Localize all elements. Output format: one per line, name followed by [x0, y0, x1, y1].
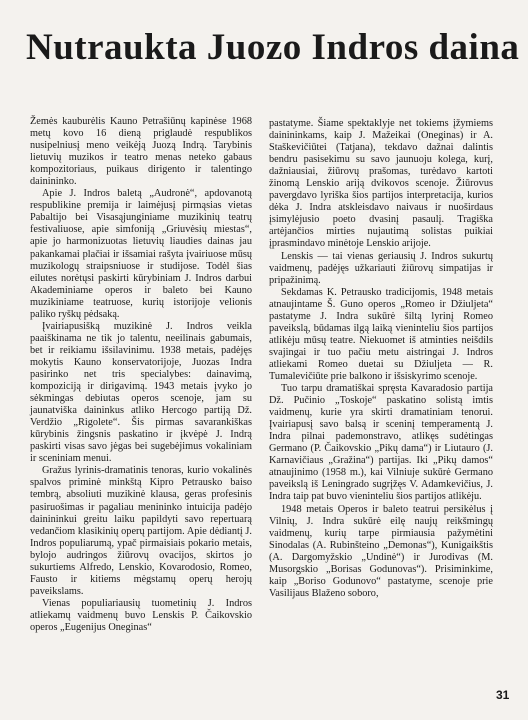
left-column: [30, 116, 252, 634]
paragraph: Vienas populiariausių tuometinių J. Indros atliekamų vaidmenų buvo Lenskis P. Čaikovskio operos „Eugenijus Oneginas“: [30, 597, 252, 633]
paragraph: Įvairiapusišką muzikinė J. Indros veikla paaiškinama ne tik jo talentu, neeilinais gabumais, bet ir reikiamu išsilavinimu. 1938 metais, padėjęs mokytis Kauno konservatorijoje, Juozas Indra pasirinko net tris specialybes: dainavimą, kompoziciją ir dirigavimą. 1943 metais įvyko jo sėkmingas debiutas operos scenoje, jam su jaunatviška daininkus atliko Hercogo partiją Dž. Verdžio „Rigolete“. Šis pirmas savarankiškas kūrybinis žingsnis paskatino ir įkvėpė J. Indrą paskirti visas savo jėgas bei sugebėjimus vokaliniam ir sceniniam menui.: [30, 320, 252, 465]
paragraph: Sekdamas K. Petrausko tradicijomis, 1948 metais atnaujintame Š. Guno operos „Romeo ir Džiuljeta“ pastatyme J. Indra sukūrė šiltą lyrinį Romeo paveikslą, būdamas ilgą laiką vieninteliu šios partijos atlikėju mūsų teatre. Niekuomet iš atminties neišdils svajingai ir tuo pačiu metu aistringai J. Indros atliekami Romeo duetai su Džiuljeta — R. Tumalevičiūte prie balkono ir išsiskyrimo scenoje.: [269, 286, 493, 382]
paragraph: 1948 metais Operos ir baleto teatrui persikėlus į Vilnių, J. Indra sukūrė eilę naujų reikšmingų vaidmenų, kurių tarpe pirmiausia pažymėtini Sinodalas (A. Rubinšteino „Demonas“), Kunigaikštis (A. Dargomyžskio „Undinė“) ir Jurodivas (M. Musorgskio „Borisas Godunovas“). Prisiminkime, kaip „Boriso Godunovo“ pastatyme, scenoje prie Vasilijaus Blaženo soboro,: [269, 503, 493, 599]
page-number: 31: [496, 688, 510, 702]
paragraph: Gražus lyrinis-dramatinis tenoras, kurio vokalinės spalvos priminė minkštą Kipro Petrausko baiso tembrą, absoliuti muzikinė klausa, geras profesinis pasiruošimas ir pagaliau menininko intuicija padėjo dainininkui greitu laiku papildyti savo repertuarą vedančiom klasikinių operų partijom. Apie dėdiantį J. Indros populiarumą, ypač pirmaisiais pokario metais, bylojo audringos žiūrovų ovacijos, skirtos jo sukurtiems Alfredo, Lenskio, Kovarodosio, Romeo, Fausto ir kitiems mėgstamų operų herojų paveikslams.: [30, 465, 252, 597]
paragraph: Žemės kauburėlis Kauno Petrašiūnų kapinėse 1968 metų kovo 16 dieną priglaudė respublikos nusipelniusį meno veikėją Juozą Indrą. Tarybinis lietuvių muzikos ir teatro menas neteko gabaus kompozitoriaus, puikaus dirigento ir talentingo dainininko.: [30, 116, 252, 188]
paragraph: Tuo tarpu dramatiškai spręsta Kavaradosio partija Dž. Pučinio „Toskoje“ paskatino solistą imtis vaidmenų, kurie yra skirti dramatiniam tenorui. Įvairiapusį savo balsą ir sceninį temperamentą J. Indra pilnai pademonstravo, atlikęs sudėtingas Germano (P. Čaikovskio „Pikų dama“) ir Liutauro (J. Karnavičiaus „Gražina“) partijas. Iki „Pikų damos“ atnaujinimo (1958 m.), kai Vilniuje sukūrė Germano paveikslą iš Leningrado sugrįžęs V. Adamkevičius, J. Indra taip pat buvo vieninteliu šios partijos atlikėju.: [269, 383, 493, 503]
paragraph: pastatyme. Šiame spektaklyje net tokiems įžymiems dainininkams, kaip J. Mažeikai (Oneginas) ir A. Staškevičiūtei (Tatjana), tekdavo dažnai dalintis bendru pasisekimu su savo jaunuoju kolega, kurį, dažniausiai, žiūrovų prašomas, turėdavo kartoti žinomą Lenskio ariją dvikovos scenoje. Žiūrovus pavergdavo lyriška šios partijos interpretacija, kurios dėka J. Indra atskleisdavo naivaus ir nuoširdaus įsimylėjusio poeto dvasinį pasaulį. Tragiška artėjančios mirties nujautimą solistas puikiai įprasmindavo minėtoje Lenskio arijoje.: [269, 118, 493, 250]
article-title: Nutraukta Juozo Indros daina: [26, 27, 520, 68]
right-column: [269, 118, 493, 600]
paragraph: Lenskis — tai vienas geriausių J. Indros sukurtų vaidmenų, padėjęs užkariauti žiūrovų simpatijas ir pripažinimą.: [269, 250, 493, 286]
paragraph: Apie J. Indros baletą „Audronė“, apdovanotą respublikine premija ir laimėjusį pirmąsias vietas Pabaltijo bei Visasąjunginiame muzikinių teatrų festivaliuose, apie simfoniją „Griuvėsių miestas“, apie jo harmonizuotas lietuvių liaudies dainas jau pakankamai plačiai ir išsamiai rašyta įvairiuose mūsų muzikologų straipsniuose ir studijose. Todėl šias eilutes norėtųsi paskirti kūrybiniam J. Indros darbui Akademiniame operos ir baleto bei Kauno muzikiniame teatruose, kurių istorijoje velionis paliko ryškų pėdsaką.: [30, 188, 252, 320]
